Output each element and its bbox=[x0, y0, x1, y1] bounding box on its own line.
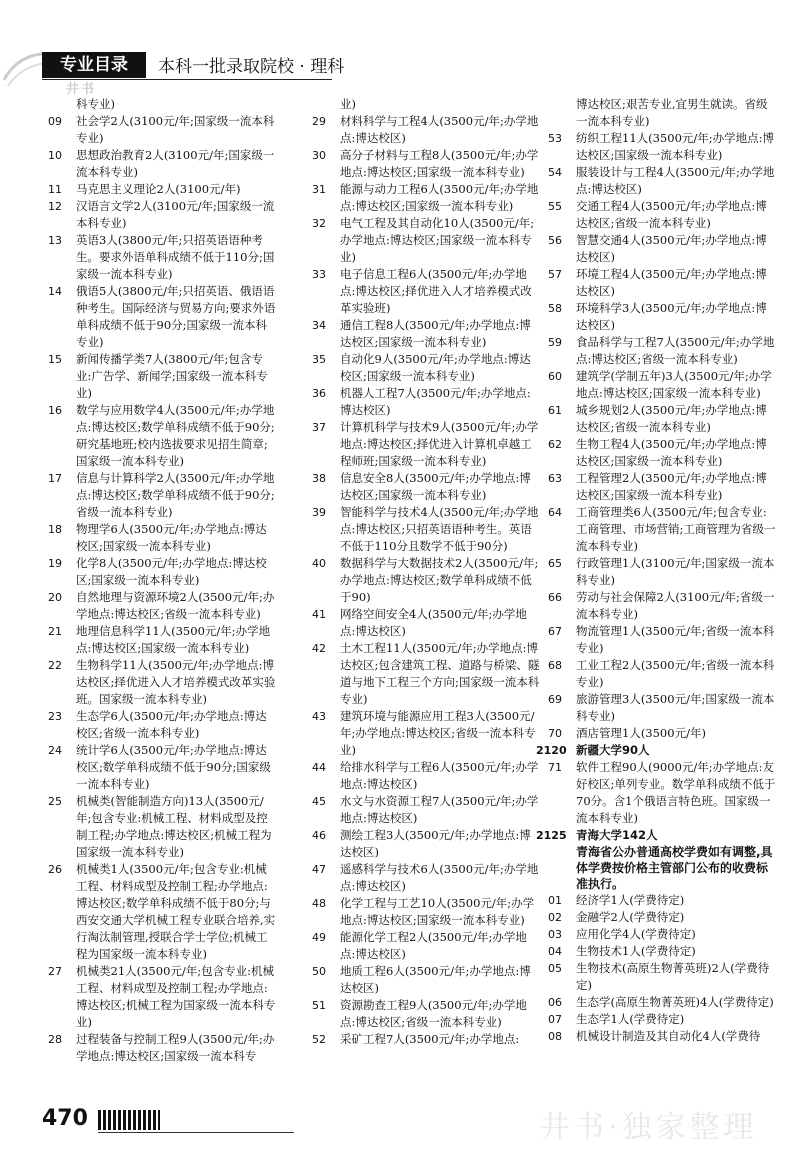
major-code: 53 bbox=[548, 132, 562, 145]
major-entry bbox=[312, 317, 540, 351]
brand-mark: 井书 bbox=[66, 82, 97, 97]
major-code: 03 bbox=[548, 928, 562, 941]
major-description: 过程装备与控制工程9人(3500元/年;办学地点:博达校区;国家级一流本科专 bbox=[76, 1032, 275, 1063]
major-code: 06 bbox=[548, 996, 562, 1009]
major-description: 纺织工程11人(3500元/年;办学地点:博达校区;国家级一流本科专业) bbox=[576, 131, 775, 162]
major-code: 54 bbox=[548, 166, 562, 179]
major-code: 37 bbox=[312, 421, 326, 434]
major-description: 生物工程4人(3500元/年;办学地点:博达校区;国家级一流本科专业) bbox=[576, 437, 767, 468]
major-code: 27 bbox=[48, 965, 62, 978]
major-description: 信息与计算科学2人(3500元/年;办学地点:博达校区;数学单科成绩不低于90分;省级一流本科专业) bbox=[76, 471, 275, 519]
major-description: 采矿工程7人(3500元/年;办学地点: bbox=[340, 1032, 520, 1046]
major-description: 给排水科学与工程6人(3500元/年;办学地点:博达校区) bbox=[340, 760, 539, 791]
major-code: 46 bbox=[312, 829, 326, 842]
major-code: 11 bbox=[48, 183, 62, 196]
major-entry bbox=[548, 691, 776, 725]
major-code: 31 bbox=[312, 183, 326, 196]
section-tag: 专业目录 bbox=[42, 52, 146, 78]
major-entry bbox=[312, 1031, 540, 1048]
major-code: 32 bbox=[312, 217, 326, 230]
major-entry bbox=[312, 606, 540, 640]
major-code: 21 bbox=[48, 625, 62, 638]
major-entry bbox=[48, 232, 276, 283]
major-description: 交通工程4人(3500元/年;办学地点:博达校区;省级一流本科专业) bbox=[576, 199, 767, 230]
school-name: 新疆大学90人 bbox=[576, 743, 650, 757]
major-description: 机械类21人(3500元/年;包含专业:机械工程、材料成型及控制工程;办学地点:博达校区;机械工程为国家级一流本科专业) bbox=[76, 964, 276, 1029]
major-description: 酒店管理1人(3500元/年) bbox=[576, 726, 706, 740]
major-code: 68 bbox=[548, 659, 562, 672]
major-entry bbox=[548, 623, 776, 657]
major-description: 英语3人(3800元/年;只招英语语种考生。要求外语单科成绩不低于110分;国家级一流本科专业) bbox=[76, 233, 275, 281]
major-description: 环境工程4人(3500元/年;办学地点:博达校区) bbox=[576, 267, 767, 298]
major-description: 自动化9人(3500元/年;办学地点:博达校区;国家级一流本科专业) bbox=[340, 352, 531, 383]
page-header bbox=[0, 0, 800, 97]
school-code: 2125 bbox=[536, 829, 567, 842]
major-code: 13 bbox=[48, 234, 62, 247]
major-description: 生物科学11人(3500元/年;办学地点:博达校区;择优进入人才培养模式改革实验班。国家级一流本科专业) bbox=[76, 658, 276, 706]
major-entry bbox=[548, 470, 776, 504]
major-description: 电子信息工程6人(3500元/年;办学地点:博达校区;择优进入人才培养模式改革实验班) bbox=[340, 267, 532, 315]
major-entry bbox=[548, 198, 776, 232]
major-code: 50 bbox=[312, 965, 326, 978]
major-description: 经济学1人(学费待定) bbox=[576, 893, 685, 907]
major-code: 57 bbox=[548, 268, 562, 281]
header-rule bbox=[42, 79, 332, 80]
major-code: 07 bbox=[548, 1013, 562, 1026]
major-entry bbox=[312, 827, 540, 861]
major-description: 通信工程8人(3500元/年;办学地点:博达校区;国家级一流本科专业) bbox=[340, 318, 531, 349]
major-entry bbox=[548, 555, 776, 589]
major-description: 行政管理1人(3100元/年;国家级一流本科专业) bbox=[576, 556, 775, 587]
major-description: 自然地理与资源环境2人(3500元/年;办学地点:博达校区;省级一流本科专业) bbox=[76, 590, 275, 621]
major-description: 建筑学(学制五年)3人(3500元/年;办学地点:博达校区;国家级一流本科专业) bbox=[576, 369, 772, 400]
major-entry bbox=[312, 759, 540, 793]
major-code: 02 bbox=[548, 911, 562, 924]
major-code: 67 bbox=[548, 625, 562, 638]
major-code: 63 bbox=[548, 472, 562, 485]
major-entry bbox=[48, 861, 276, 963]
major-entry bbox=[48, 708, 276, 742]
major-entry bbox=[548, 1011, 776, 1028]
major-description: 城乡规划2人(3500元/年;办学地点:博达校区;省级一流本科专业) bbox=[576, 403, 767, 434]
major-entry bbox=[548, 725, 776, 742]
major-entry bbox=[48, 963, 276, 1031]
major-code: 16 bbox=[48, 404, 62, 417]
major-description: 生态学1人(学费待定) bbox=[576, 1012, 685, 1026]
major-description: 应用化学4人(学费待定) bbox=[576, 927, 696, 941]
major-description: 统计学6人(3500元/年;办学地点:博达校区;数学单科成绩不低于90分;国家级一流本科专业) bbox=[76, 743, 271, 791]
major-entry bbox=[548, 589, 776, 623]
major-code: 64 bbox=[548, 506, 562, 519]
major-entry bbox=[48, 198, 276, 232]
major-code: 71 bbox=[548, 761, 562, 774]
major-entry bbox=[312, 266, 540, 317]
major-code: 38 bbox=[312, 472, 326, 485]
major-code: 36 bbox=[312, 387, 326, 400]
column-left bbox=[48, 96, 276, 1065]
continued-text: 业) bbox=[340, 97, 356, 111]
major-code: 01 bbox=[548, 894, 562, 907]
major-code: 25 bbox=[48, 795, 62, 808]
major-description: 建筑环境与能源应用工程3人(3500元/年;办学地点:博达校区;省级一流本科专业) bbox=[340, 709, 536, 757]
major-description: 俄语5人(3800元/年;只招英语、俄语语种考生。国际经济与贸易方向;要求外语单科成绩不低于90分;国家级一流本科专业) bbox=[76, 284, 276, 349]
major-description: 生物技术1人(学费待定) bbox=[576, 944, 696, 958]
major-description: 计算机科学与技术9人(3500元/年;办学地点:博达校区;择优进入计算机卓越工程师班;国家级一流本科专业) bbox=[340, 420, 539, 468]
major-description: 生物技术(高原生物菁英班)2人(学费待定) bbox=[576, 961, 770, 992]
major-code: 59 bbox=[548, 336, 562, 349]
major-entry bbox=[312, 929, 540, 963]
major-code: 28 bbox=[48, 1033, 62, 1046]
major-description: 生态学6人(3500元/年;办学地点:博达校区;省级一流本科专业) bbox=[76, 709, 267, 740]
major-description: 工商管理类6人(3500元/年;包含专业:工商管理、市场营销;工商管理为省级一流本科专业) bbox=[576, 505, 776, 553]
major-description: 测绘工程3人(3500元/年;办学地点:博达校区) bbox=[340, 828, 531, 859]
column-right bbox=[536, 96, 776, 1045]
major-description: 数学与应用数学4人(3500元/年;办学地点:博达校区;数学单科成绩不低于90分;研究基地班;校内选拔要求见招生简章;国家级一流本科专业) bbox=[76, 403, 275, 468]
major-code: 62 bbox=[548, 438, 562, 451]
major-description: 智慧交通4人(3500元/年;办学地点:博达校区) bbox=[576, 233, 767, 264]
major-description: 工程管理2人(3500元/年;办学地点:博达校区;国家级一流本科专业) bbox=[576, 471, 767, 502]
major-entry bbox=[48, 1031, 276, 1065]
major-entry bbox=[48, 793, 276, 861]
tuition-notice: 青海省公办普通高校学费如有调整,具体学费按价格主管部门公布的收费标准执行。 bbox=[576, 845, 773, 891]
page-number: 470 bbox=[42, 1106, 88, 1131]
major-description: 地质工程6人(3500元/年;办学地点:博达校区) bbox=[340, 964, 531, 995]
major-description: 服装设计与工程4人(3500元/年;办学地点:博达校区) bbox=[576, 165, 775, 196]
major-description: 网络空间安全4人(3500元/年;办学地点:博达校区) bbox=[340, 607, 527, 638]
column-middle bbox=[312, 96, 540, 1048]
major-entry bbox=[48, 181, 276, 198]
major-description: 食品科学与工程7人(3500元/年;办学地点:博达校区;省级一流本科专业) bbox=[576, 335, 775, 366]
major-entry bbox=[48, 351, 276, 402]
major-description: 机械类(智能制造方向)13人(3500元/年;包含专业:机械工程、材料成型及控制工程;办学地点:博达校区;机械工程为国家级一流本科专业) bbox=[76, 794, 272, 859]
major-entry bbox=[312, 385, 540, 419]
school-heading bbox=[536, 827, 776, 844]
major-entry bbox=[548, 657, 776, 691]
major-description: 土木工程11人(3500元/年;办学地点:博达校区;包含建筑工程、道路与桥梁、隧道与地下工程三个方向;国家级一流本科专业) bbox=[340, 641, 540, 706]
major-description: 能源与动力工程6人(3500元/年;办学地点:博达校区;国家级一流本科专业) bbox=[340, 182, 539, 213]
major-code: 66 bbox=[548, 591, 562, 604]
major-description: 旅游管理3人(3500元/年;国家级一流本科专业) bbox=[576, 692, 775, 723]
major-description: 高分子材料与工程8人(3500元/年;办学地点:博达校区;国家级一流本科专业) bbox=[340, 148, 539, 179]
major-description: 思想政治教育2人(3100元/年;国家级一流本科专业) bbox=[76, 148, 275, 179]
major-code: 70 bbox=[548, 727, 562, 740]
major-entry bbox=[548, 892, 776, 909]
major-code: 60 bbox=[548, 370, 562, 383]
major-entry bbox=[312, 181, 540, 215]
major-description: 电气工程及其自动化10人(3500元/年;办学地点:博达校区;国家级一流本科专业) bbox=[340, 216, 535, 264]
major-entry bbox=[312, 470, 540, 504]
major-entry bbox=[312, 113, 540, 147]
major-entry bbox=[548, 232, 776, 266]
major-entry bbox=[548, 402, 776, 436]
major-description: 信息安全8人(3500元/年;办学地点:博达校区;国家级一流本科专业) bbox=[340, 471, 531, 502]
major-entry bbox=[312, 555, 540, 606]
major-code: 29 bbox=[312, 115, 326, 128]
school-name: 青海大学142人 bbox=[576, 828, 658, 842]
major-code: 49 bbox=[312, 931, 326, 944]
major-entry bbox=[312, 793, 540, 827]
major-entry bbox=[312, 963, 540, 997]
school-heading bbox=[536, 742, 776, 759]
major-code: 65 bbox=[548, 557, 562, 570]
major-entry bbox=[548, 504, 776, 555]
major-code: 56 bbox=[548, 234, 562, 247]
major-entry bbox=[548, 300, 776, 334]
major-entry bbox=[312, 640, 540, 708]
major-entry bbox=[548, 1028, 776, 1045]
major-description: 软件工程90人(9000元/年;办学地点:友好校区;单列专业。数学单科成绩不低于70分。含1个俄语言特色班。国家级一流本科专业) bbox=[576, 760, 776, 825]
major-code: 44 bbox=[312, 761, 326, 774]
major-entry bbox=[548, 943, 776, 960]
major-description: 生态学(高原生物菁英班)4人(学费待定) bbox=[576, 995, 774, 1009]
major-entry bbox=[548, 334, 776, 368]
major-description: 能源化学工程2人(3500元/年;办学地点:博达校区) bbox=[340, 930, 527, 961]
major-description: 社会学2人(3100元/年;国家级一流本科专业) bbox=[76, 114, 275, 145]
major-description: 机械设计制造及其自动化4人(学费待 bbox=[576, 1029, 761, 1043]
major-description: 劳动与社会保障2人(3100元/年;省级一流本科专业) bbox=[576, 590, 775, 621]
major-description: 地理信息科学11人(3500元/年;办学地点:博达校区;国家级一流本科专业) bbox=[76, 624, 271, 655]
footer-rule bbox=[98, 1132, 294, 1133]
major-entry bbox=[312, 147, 540, 181]
major-code: 42 bbox=[312, 642, 326, 655]
major-code: 33 bbox=[312, 268, 326, 281]
major-description: 机械类1人(3500元/年;包含专业:机械工程、材料成型及控制工程;办学地点:博达校区;数学单科成绩不低于80分;与西安交通大学机械工程专业联合培养,实行淘汰制管理,授联合学士学位;机械工程为国家级一流本科专业) bbox=[76, 862, 276, 961]
major-code: 30 bbox=[312, 149, 326, 162]
major-code: 52 bbox=[312, 1033, 326, 1046]
major-code: 45 bbox=[312, 795, 326, 808]
major-entry bbox=[548, 909, 776, 926]
major-code: 20 bbox=[48, 591, 62, 604]
major-description: 机器人工程7人(3500元/年;办学地点:博达校区) bbox=[340, 386, 531, 417]
major-entry bbox=[312, 895, 540, 929]
major-code: 15 bbox=[48, 353, 62, 366]
major-description: 材料科学与工程4人(3500元/年;办学地点:博达校区) bbox=[340, 114, 539, 145]
major-entry bbox=[548, 130, 776, 164]
major-description: 智能科学与技术4人(3500元/年;办学地点:博达校区;只招英语语种考生。英语不低于110分且数学不低于90分) bbox=[340, 505, 539, 553]
major-code: 08 bbox=[548, 1030, 562, 1043]
major-code: 47 bbox=[312, 863, 326, 876]
major-code: 58 bbox=[548, 302, 562, 315]
major-code: 23 bbox=[48, 710, 62, 723]
major-entry bbox=[548, 436, 776, 470]
major-description: 汉语言文学2人(3100元/年;国家级一流本科专业) bbox=[76, 199, 275, 230]
major-description: 金融学2人(学费待定) bbox=[576, 910, 685, 924]
major-entry bbox=[48, 623, 276, 657]
major-entry bbox=[48, 657, 276, 708]
major-description: 马克思主义理论2人(3100元/年) bbox=[76, 182, 241, 196]
major-entry bbox=[548, 926, 776, 943]
major-code: 14 bbox=[48, 285, 62, 298]
major-description: 数据科学与大数据技术2人(3500元/年;办学地点:博达校区;数学单科成绩不低于90) bbox=[340, 556, 539, 604]
major-entry bbox=[548, 960, 776, 994]
major-code: 09 bbox=[48, 115, 62, 128]
major-code: 43 bbox=[312, 710, 326, 723]
major-code: 39 bbox=[312, 506, 326, 519]
page-title: 本科一批录取院校 · 理科 bbox=[158, 57, 345, 77]
major-description: 新闻传播学类7人(3800元/年;包含专业:广告学、新闻学;国家级一流本科专业) bbox=[76, 352, 268, 400]
major-code: 26 bbox=[48, 863, 62, 876]
major-entry bbox=[48, 283, 276, 351]
major-description: 物流管理1人(3500元/年;省级一流本科专业) bbox=[576, 624, 775, 655]
major-description: 环境科学3人(3500元/年;办学地点:博达校区) bbox=[576, 301, 767, 332]
major-code: 35 bbox=[312, 353, 326, 366]
major-code: 04 bbox=[548, 945, 562, 958]
major-description: 遥感科学与技术6人(3500元/年;办学地点:博达校区) bbox=[340, 862, 539, 893]
major-entry bbox=[548, 266, 776, 300]
major-entry bbox=[312, 419, 540, 470]
major-code: 10 bbox=[48, 149, 62, 162]
major-code: 48 bbox=[312, 897, 326, 910]
major-description: 物理学6人(3500元/年;办学地点:博达校区;国家级一流本科专业) bbox=[76, 522, 267, 553]
major-code: 40 bbox=[312, 557, 326, 570]
major-code: 18 bbox=[48, 523, 62, 536]
major-code: 05 bbox=[548, 962, 562, 975]
major-entry bbox=[312, 861, 540, 895]
major-code: 41 bbox=[312, 608, 326, 621]
major-code: 55 bbox=[548, 200, 562, 213]
major-code: 61 bbox=[548, 404, 562, 417]
major-code: 22 bbox=[48, 659, 62, 672]
major-entry bbox=[48, 742, 276, 793]
major-entry bbox=[312, 708, 540, 759]
major-entry bbox=[312, 215, 540, 266]
major-entry bbox=[48, 521, 276, 555]
major-entry bbox=[548, 759, 776, 827]
major-entry bbox=[548, 994, 776, 1011]
major-description: 资源勘查工程9人(3500元/年;办学地点:博达校区;省级一流本科专业) bbox=[340, 998, 527, 1029]
major-description: 水文与水资源工程7人(3500元/年;办学地点:博达校区) bbox=[340, 794, 539, 825]
major-entry bbox=[48, 402, 276, 470]
major-entry bbox=[312, 504, 540, 555]
footer-decoration bbox=[98, 1110, 160, 1130]
major-code: 69 bbox=[548, 693, 562, 706]
continued-text: 博达校区;艰苦专业,宜男生就读。省级一流本科专业) bbox=[576, 97, 768, 128]
major-entry bbox=[48, 589, 276, 623]
continued-text: 科专业) bbox=[76, 97, 115, 111]
major-description: 工业工程2人(3500元/年;省级一流本科专业) bbox=[576, 658, 775, 689]
major-entry bbox=[48, 147, 276, 181]
major-code: 24 bbox=[48, 744, 62, 757]
major-entry bbox=[48, 113, 276, 147]
school-code: 2120 bbox=[536, 744, 567, 757]
major-code: 19 bbox=[48, 557, 62, 570]
major-code: 12 bbox=[48, 200, 62, 213]
major-code: 34 bbox=[312, 319, 326, 332]
major-code: 51 bbox=[312, 999, 326, 1012]
major-entry bbox=[48, 555, 276, 589]
major-description: 化学工程与工艺10人(3500元/年;办学地点:博达校区;国家级一流本科专业) bbox=[340, 896, 535, 927]
major-entry bbox=[312, 351, 540, 385]
major-entry bbox=[548, 368, 776, 402]
major-entry bbox=[548, 164, 776, 198]
major-entry bbox=[312, 997, 540, 1031]
footer-watermark: 井书·独家整理 bbox=[540, 1110, 758, 1145]
major-code: 17 bbox=[48, 472, 62, 485]
major-entry bbox=[48, 470, 276, 521]
major-description: 化学8人(3500元/年;办学地点:博达校区;国家级一流本科专业) bbox=[76, 556, 267, 587]
